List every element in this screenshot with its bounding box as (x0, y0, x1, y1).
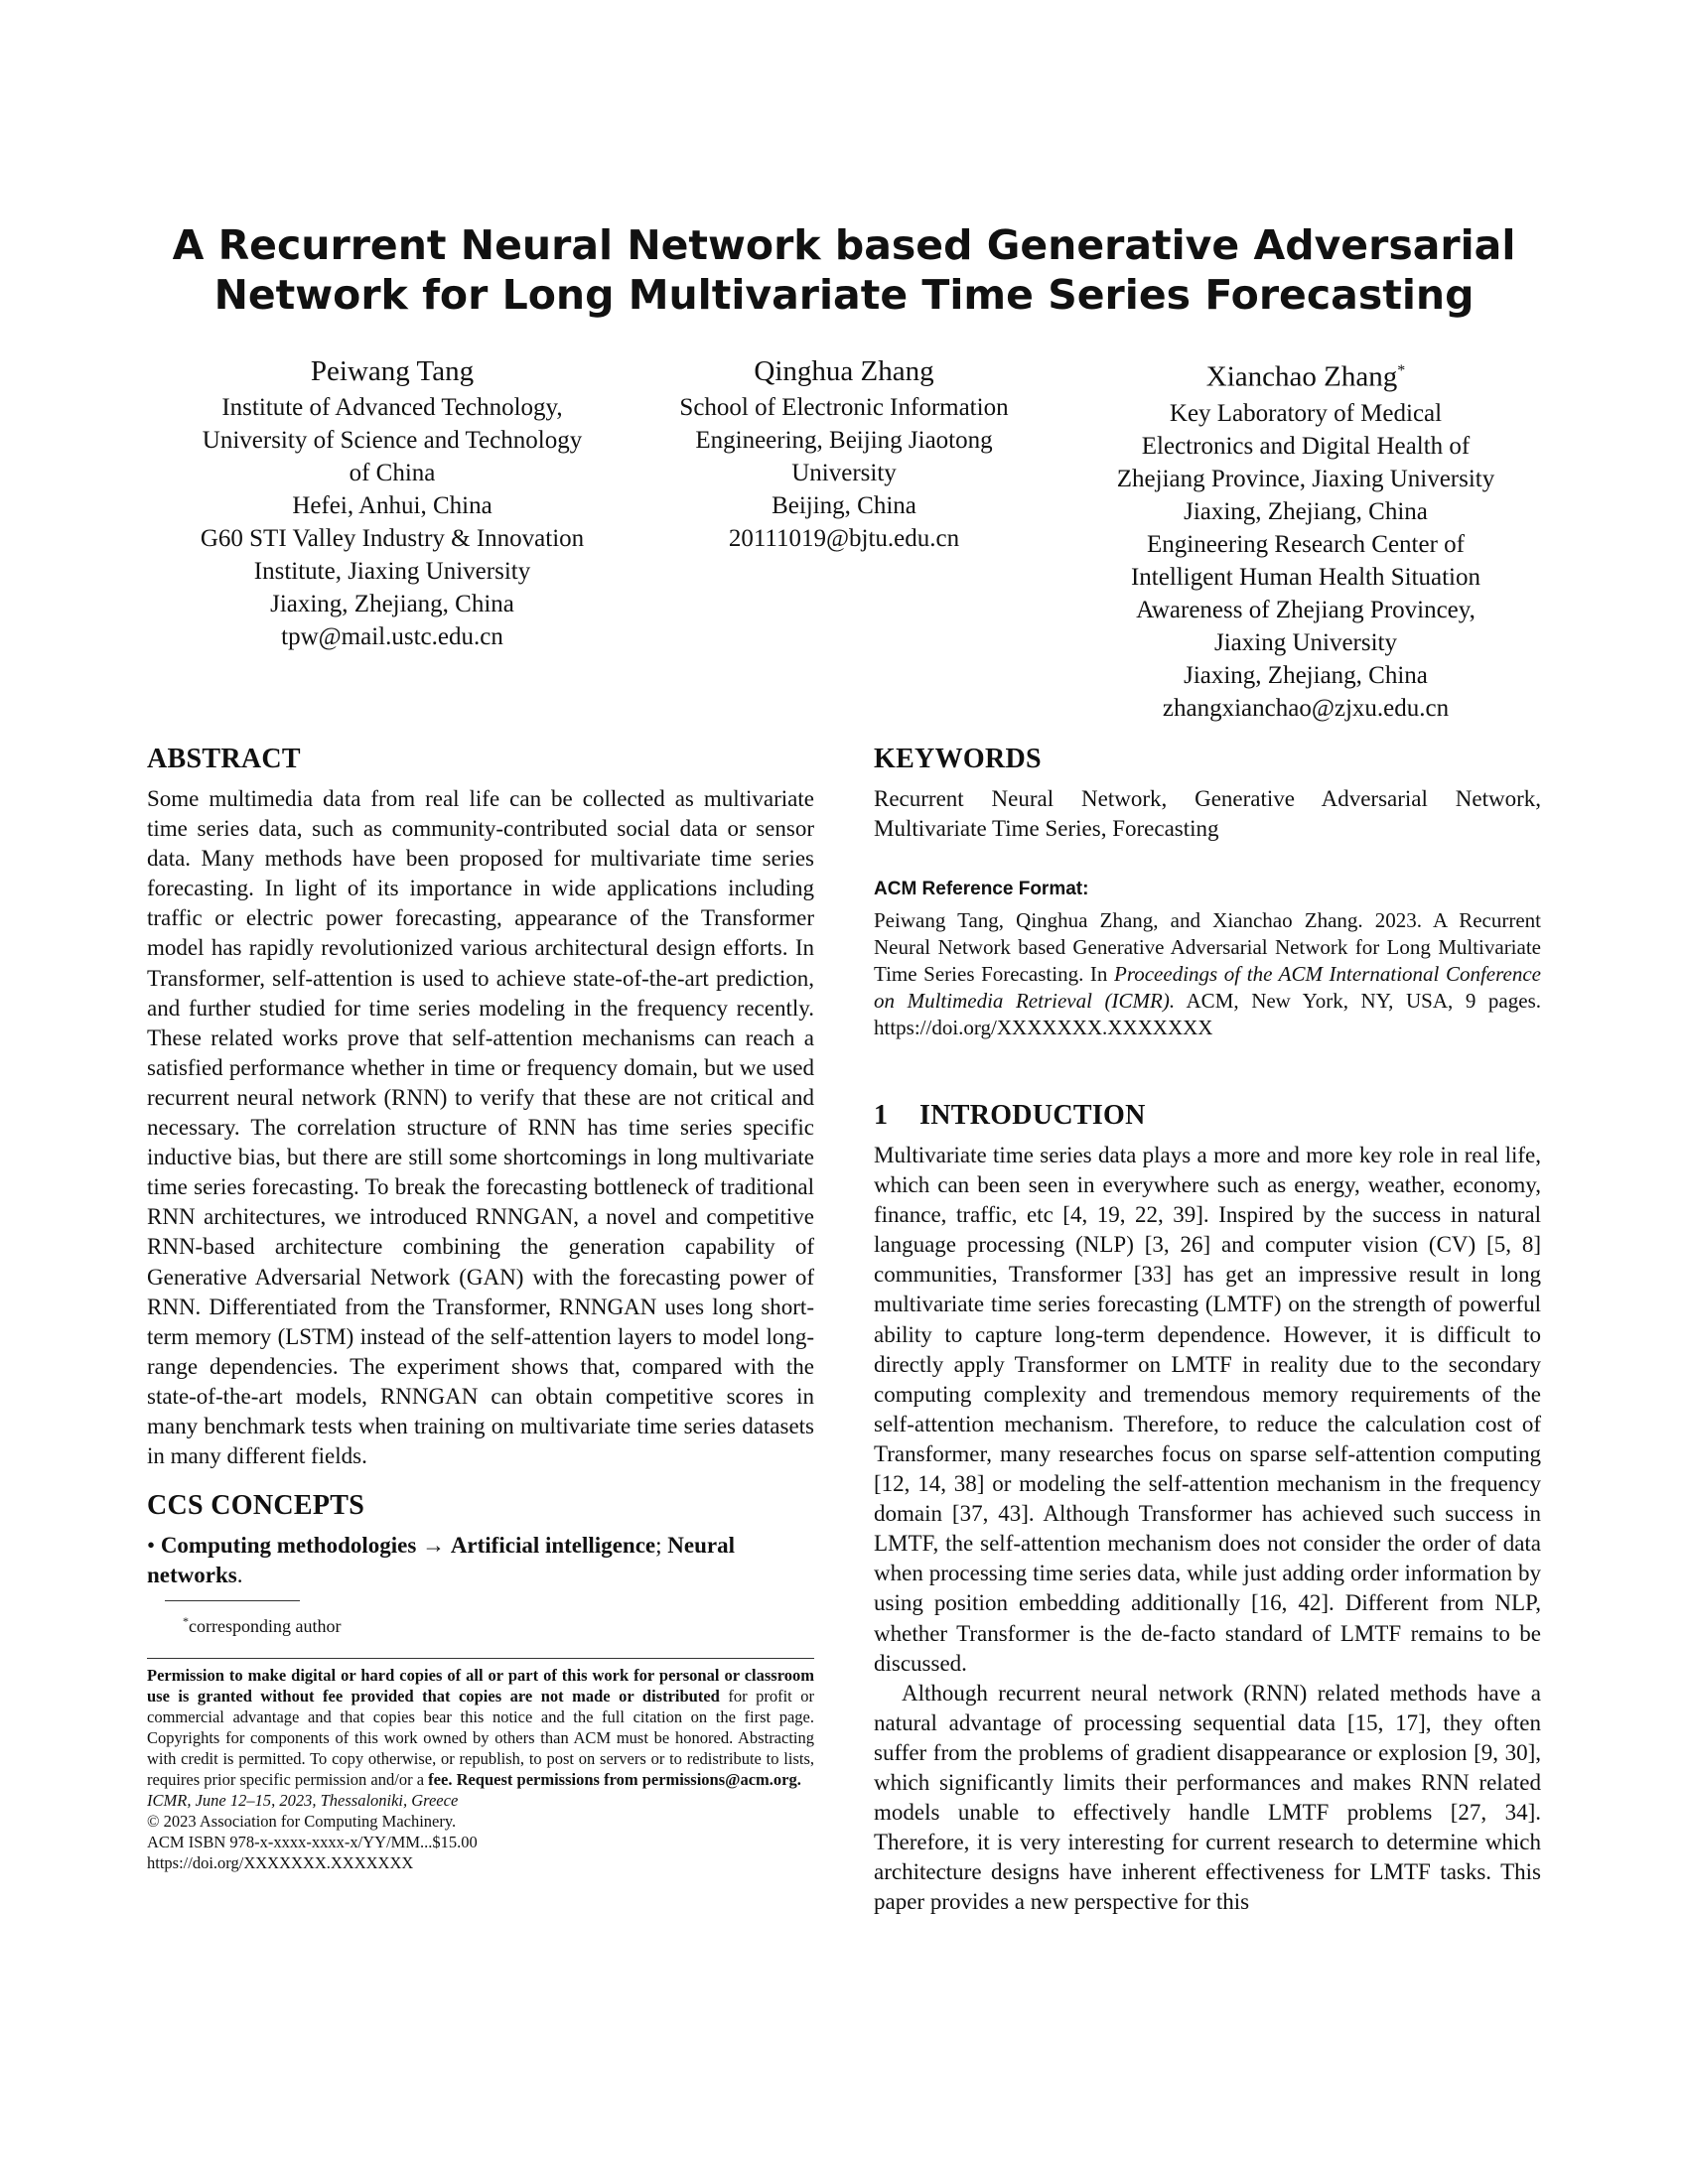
affiliation-line: of China (349, 460, 436, 486)
affiliation-line: G60 STI Valley Industry & Innovation (200, 525, 585, 552)
affiliation-line: School of Electronic Information (679, 394, 1009, 421)
author-name: Xianchao Zhang* (1205, 360, 1406, 393)
affiliation-line: Institute of Advanced Technology, (221, 394, 563, 421)
affiliation-line: Zhejiang Province, Jiaxing University (1116, 465, 1495, 492)
ccs-concept-3: Neural networks (147, 1533, 735, 1588)
affiliation-line: Key Laboratory of Medical (1169, 399, 1443, 427)
footnote-rule (165, 1600, 300, 1601)
affiliation-line: Beijing, China (772, 492, 916, 519)
keywords-heading: KEYWORDS (874, 744, 1042, 774)
section-title: INTRODUCTION (919, 1100, 1146, 1131)
abstract-heading: ABSTRACT (147, 744, 301, 774)
acm-ref-heading: ACM Reference Format: (874, 879, 1089, 899)
author-block-1 (139, 353, 645, 653)
ccs-concepts (147, 1531, 814, 1590)
author-email: tpw@mail.ustc.edu.cn (281, 623, 503, 650)
author-block-2 (616, 353, 1072, 555)
ccs-heading: CCS CONCEPTS (147, 1490, 365, 1522)
author-block-3 (1053, 353, 1559, 725)
title-line-1: A Recurrent Neural Network based Generative Adversarial (172, 221, 1516, 269)
copyright-line: © 2023 Association for Computing Machinery. (147, 1812, 457, 1832)
affiliation-line: Jiaxing, Zhejiang, China (1184, 661, 1428, 689)
permission-rule (147, 1658, 814, 1659)
permission-request: fee. Request permissions from permissions@acm.org. (428, 1770, 801, 1790)
intro-paragraph-2: Although recurrent neural network (RNN) related methods have a natural advantage of processing sequential data [15, 17], they often suffer from the problems of gradient disappearance or explosion [9, 30], which significantly limits their performances and makes RNN related models unable to effectively handle LMTF problems [27, 34]. Therefore, it is very interesting for current research to determine which architecture designs have inherent effectiveness for LMTF tasks. This paper provides a new perspective for this (874, 1680, 1541, 1915)
affiliation-line: Intelligent Human Health Situation (1130, 563, 1480, 591)
keywords-text: Recurrent Neural Network, Generative Adversarial Network, Multivariate Time Series, Forecasting (874, 786, 1541, 841)
affiliation-line: University of Science and Technology (202, 427, 583, 454)
affiliation-line: Jiaxing, Zhejiang, China (1184, 497, 1428, 525)
acm-ref-text: Peiwang Tang, Qinghua Zhang, and Xianchao Zhang. 2023. A Recurrent Neural Network based Generative Adversarial Network for Long Multivariate Time Series Forecasting. In Proceedings of the ACM International Conference on Multimedia Retrieval (ICMR). ACM, New York, NY, USA, 9 pages. https://doi.org/XXXXXXX.XXXXXXX (874, 908, 1541, 1039)
affiliation-line: Engineering Research Center of (1146, 530, 1465, 558)
ccs-separator: ; (655, 1533, 662, 1559)
affiliation-line: Electronics and Digital Health of (1141, 432, 1471, 460)
affiliation-line: Awareness of Zhejiang Provincey, (1136, 596, 1476, 623)
footnote (183, 1609, 814, 1638)
paper-title (99, 220, 1589, 320)
permission-text: for profit or commercial advantage and that copies bear this notice and the full citation on the first page. Copyrights for components of this work owned by others than ACM must be honored. Abstracting with credit is permitted. To copy otherwise, or republish, to post on servers or to redistribute to lists, requires prior specific permission and/or a (147, 1687, 814, 1790)
doi-line: https://doi.org/XXXXXXX.XXXXXXX (147, 1853, 414, 1873)
footnote-text: corresponding author (189, 1616, 342, 1637)
abstract-text: Some multimedia data from real life can be collected as multivariate time series data, such as community-contributed social data or sensor data. Many methods have been proposed for multivariate time series forecasting. In light of its importance in wide applications including traffic or electric power forecasting, appearance of the Transformer model has rapidly revolutionized various architectural design efforts. In Transformer, self-attention is used to achieve state-of-the-art prediction, and further studied for time series modeling in the frequency recently. These related works prove that self-attention mechanisms can reach a satisfied performance whether in time or frequency domain, but we used recurrent neural network (RNN) to verify that these are not critical and necessary. The correlation structure of RNN has time series specific inductive bias, but there are still some shortcomings in long multivariate time series forecasting. To break the forecasting bottleneck of traditional RNN architectures, we introduced RNNGAN, a novel and competitive RNN-based architecture combining the generation capability of Generative Adversarial Network (GAN) with the forecasting power of RNN. Differentiated from the Transformer, RNNGAN uses long short-term memory (LSTM) instead of the self-attention layers to model long-range dependencies. The experiment shows that, compared with the state-of-the-art models, RNNGAN can obtain competitive scores in many benchmark tests when training on multivariate time series datasets in many different fields. (147, 786, 814, 1469)
corresponding-mark: * (1397, 362, 1406, 379)
isbn-line: ACM ISBN 978-x-xxxx-xxxx-x/YY/MM...$15.00 (147, 1833, 478, 1852)
introduction-heading (874, 1099, 1541, 1133)
affiliation-line: University (791, 460, 897, 486)
ccs-concept-1: Computing methodologies (160, 1533, 417, 1559)
ccs-end: . (236, 1563, 243, 1588)
affiliation-line: Hefei, Anhui, China (292, 492, 492, 519)
acm-ref-proceedings: Proceedings of the ACM International Conference on Multimedia Retrieval (ICMR). (874, 962, 1541, 1013)
affiliation-line: Jiaxing, Zhejiang, China (270, 591, 514, 617)
affiliation-line: Jiaxing University (1213, 628, 1397, 656)
intro-paragraph-1: Multivariate time series data plays a more and more key role in real life, which can been seen in everywhere such as energy, weather, economy, finance, traffic, etc [4, 19, 22, 39]. Inspired by the success in natural language processing (NLP) [3, 26] and computer vision (CV) [5, 8] communities, Transformer [33] has get an impressive result in long multivariate time series forecasting (LMTF) on the strength of powerful ability to capture long-term dependence. However, it is difficult to directly apply Transformer on LMTF in reality due to the secondary computing complexity and tremendous memory requirements of the self-attention mechanism. Therefore, to reduce the calculation cost of Transformer, many researches focus on sparse self-attention computing [12, 14, 38] or modeling the self-attention mechanism in the frequency domain [37, 43]. Although Transformer has achieved such success in LMTF, the self-attention mechanism does not consider the order of data when processing time series data, while just adding order information by using position embedding additionally [16, 42]. Different from NLP, whether Transformer is the de-facto standard of LMTF remains to be discussed. (874, 1143, 1541, 1676)
author-name: Peiwang Tang (310, 355, 475, 387)
left-column (147, 743, 814, 1873)
affiliation-line: Engineering, Beijing Jiaotong (695, 427, 993, 454)
right-column (874, 743, 1541, 1917)
ccs-bullet: • (147, 1533, 156, 1559)
author-email: 20111019@bjtu.edu.cn (728, 525, 960, 552)
author-email: zhangxianchao@zjxu.edu.cn (1162, 694, 1450, 722)
ccs-concept-2: Artificial intelligence (450, 1533, 656, 1559)
permission-bold-text: Permission to make digital or hard copies of all or part of this work for personal or classroom use is granted without fee provided that copies are not made or distributed (147, 1666, 814, 1706)
ccs-arrow: → (422, 1533, 446, 1559)
affiliation-line: Institute, Jiaxing University (253, 558, 531, 585)
footnote-mark: * (183, 1614, 189, 1629)
author-name: Qinghua Zhang (754, 355, 934, 387)
title-line-2: Network for Long Multivariate Time Series Forecasting (213, 271, 1475, 319)
section-number: 1 (874, 1100, 889, 1131)
permission-notice (147, 1665, 814, 1790)
venue-line: ICMR, June 12–15, 2023, Thessaloniki, Greece (147, 1791, 459, 1811)
